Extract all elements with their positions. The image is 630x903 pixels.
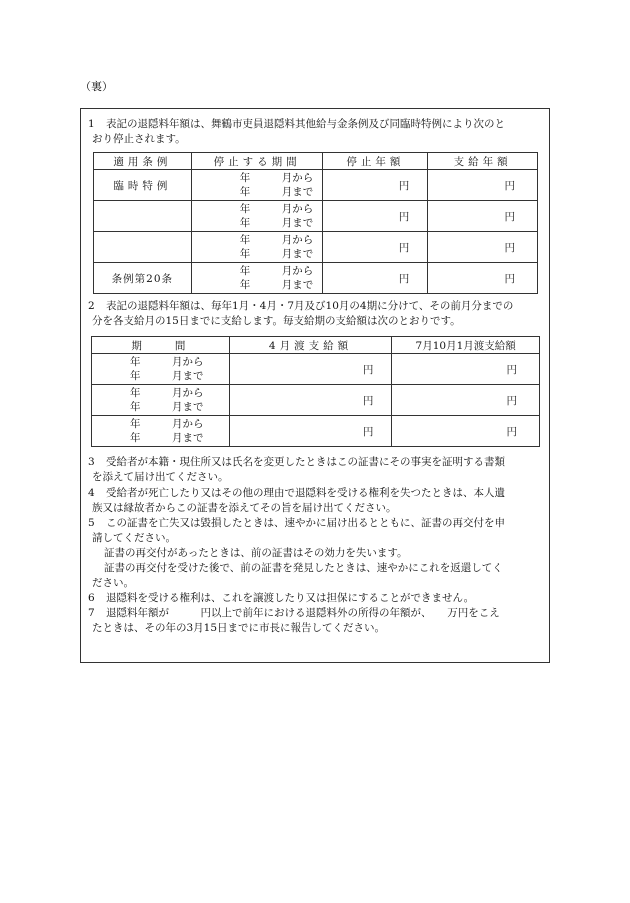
table-row	[94, 170, 538, 201]
table-row	[92, 416, 540, 447]
section-5-text: 5 この証書を亡失又は毀損したときは、速やかに届け出るとともに、証書の再交付を申 請してください。 証書の再交付があったときは、前の証書はその効力を失います。 証書の再交付を受けた後で、前の証書を発見したときは、速やかにこれを返還してく ださい。	[88, 517, 505, 589]
period-cell: 年 月から 年 月まで	[92, 385, 230, 416]
period-cell: 年 月から 年 月まで	[92, 354, 230, 385]
header-jul-oct-jan-payment: 7月10月1月渡支給額	[392, 337, 540, 354]
table-row	[92, 354, 540, 385]
period-cell: 年 月から 年 月まで	[92, 416, 230, 447]
section-6-text: 6 退隠料を受ける権利は、これを譲渡したり又は担保にすることができません。	[88, 592, 475, 604]
section-7-text: 7 退隠料年額が 円以上で前年における退隠料外の所得の年額が、 万円をこえ たときは、その年の3月15日までに市長に報告してください。	[88, 607, 500, 634]
april-payment-cell: 円	[229, 354, 392, 385]
header-payment-amount: 支給年額	[428, 153, 538, 170]
april-payment-cell: 円	[229, 385, 392, 416]
category-cell	[94, 201, 192, 232]
period-cell: 年 月から 年 月まで	[191, 170, 323, 201]
table-row	[94, 201, 538, 232]
category-cell: 臨時特例	[94, 170, 192, 201]
suspension-amount-cell: 円	[323, 201, 428, 232]
jul-oct-jan-payment-cell: 円	[392, 385, 540, 416]
period-cell: 年 月から 年 月まで	[191, 201, 323, 232]
category-cell: 条例第20条	[94, 263, 192, 294]
payment-amount-cell: 円	[428, 263, 538, 294]
header-april-payment: 4月渡支給額	[229, 337, 392, 354]
table-row	[92, 385, 540, 416]
jul-oct-jan-payment-cell: 円	[392, 354, 540, 385]
section-3-text: 3 受給者が本籍・現住所又は氏名を変更したときはこの証書にその事実を証明する書類 を添えて届け出てください。	[88, 456, 505, 483]
category-cell	[94, 232, 192, 263]
payment-amount-cell: 円	[428, 232, 538, 263]
suspension-amount-cell: 円	[323, 170, 428, 201]
section-1-text: 1 表記の退隠料年額は、舞鶴市吏員退隠料其他給与金条例及び同臨時特例により次のと おり停止されます。	[88, 118, 505, 145]
header-suspension-amount: 停止年額	[323, 153, 428, 170]
header-suspension-period: 停止する期間	[191, 153, 323, 170]
jul-oct-jan-payment-cell: 円	[392, 416, 540, 447]
suspension-table	[93, 152, 538, 294]
april-payment-cell: 円	[229, 416, 392, 447]
payment-schedule-table	[91, 336, 540, 447]
section-2-text: 2 表記の退隠料年額は、毎年1月・4月・7月及び10月の4期に分けて、その前月分までの 分を各支給月の15日までに支給します。毎支給期の支給額は次のとおりです。	[88, 300, 514, 327]
period-cell: 年 月から 年 月まで	[191, 263, 323, 294]
table-row	[94, 232, 538, 263]
section-4-text: 4 受給者が死亡したり又はその他の理由で退隠料を受ける権利を失つたときは、本人遺 族又は縁故者からこの証書を添えてその旨を届け出てください。	[88, 487, 505, 514]
header-period: 期 間	[92, 337, 230, 354]
suspension-amount-cell: 円	[323, 263, 428, 294]
header-applicable-ordinance: 適用条例	[94, 153, 192, 170]
payment-amount-cell: 円	[428, 201, 538, 232]
back-side-label: （裏）	[80, 80, 113, 93]
table-row	[94, 263, 538, 294]
period-cell: 年 月から 年 月まで	[191, 232, 323, 263]
section-1-number: 1	[88, 118, 95, 130]
payment-amount-cell: 円	[428, 170, 538, 201]
section-2-number: 2	[88, 300, 95, 312]
payment-schedule-header	[92, 337, 540, 354]
suspension-table-header	[94, 153, 538, 170]
suspension-amount-cell: 円	[323, 232, 428, 263]
